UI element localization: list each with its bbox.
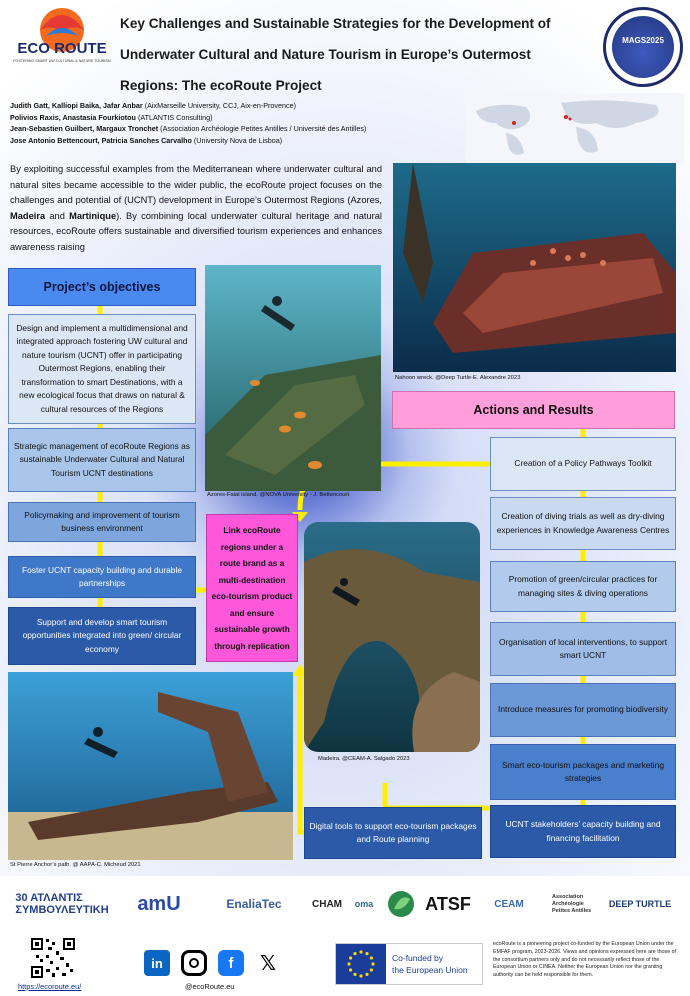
caption-nahoon: Nahoon wreck. @Deep Turtle-E. Alexandre 2023 [395, 375, 521, 381]
st-pierre-anchor-photo [8, 672, 293, 860]
action-item: Creation of a Policy Pathways Toolkit [490, 437, 676, 491]
partner-logo: CEAM [494, 898, 524, 910]
instagram-icon[interactable] [181, 950, 207, 976]
action-item: Introduce measures for promoting biodiversity [490, 683, 676, 737]
x-icon[interactable]: 𝕏 [259, 952, 277, 975]
mags-badge [603, 7, 683, 87]
caption-st-pierre: St Pierre Anchor’s path. @ AAPA-C. Micheud 2021 [10, 862, 141, 868]
mags-badge-text: MAGS2025 [622, 36, 664, 45]
partner-logo: amU [137, 892, 181, 915]
caption-azores: Azores-Faial island. @NOVA University - J. Bettencourt [207, 492, 350, 498]
eu-cofunded-badge [335, 943, 483, 985]
action-item: Creation of diving trials as well as dry-diving experiences in Knowledge Awareness Centres [490, 497, 676, 550]
objective-item: Support and develop smart tourism opportunities integrated into green/ circular economy [8, 607, 196, 665]
partner-logos [0, 876, 690, 930]
partner-logo: Association Archéologie Petites Antilles [552, 893, 592, 914]
world-map [466, 93, 684, 163]
authors-list: Judith Gatt, Kalliopi Baika, Jafar Anbar (AixMarseille University, CCJ, Aix-en-Provence) Polivios Raxis, Anastasia Fourkiotou (ATLANTIS Consulting) Jean-Sebastien Guilbert, Margaux Tronchet (Association Archéologie Petites Antilles / Université des Antilles) Jose Antonio Bettencourt, Patricia Sanches Carvalho (University Nova de Lisboa) [10, 101, 367, 145]
poster-title: Key Challenges and Sustainable Strategies for the Development of Underwater Cultural and Nature Tourism in Europe’s Outermost Regions: The ecoRoute Project [120, 16, 551, 93]
eu-text-line1: Co-funded by [392, 953, 444, 963]
partner-logo: CHAM [312, 898, 342, 910]
action-item: Organisation of local interventions, to support smart UCNT [490, 622, 676, 676]
madeira-photo [304, 522, 480, 752]
eu-text-line2: the European Union [392, 965, 468, 975]
logo-tagline: FOSTERING SMART UW CULTURAL & NATURE TOURISM [13, 59, 111, 63]
partner-logo: ATSF [425, 893, 471, 914]
website-link[interactable]: https://ecoroute.eu/ [18, 982, 82, 991]
azores-photo [205, 265, 381, 491]
route-brand-box: Link ecoRoute regions under a route brand as a multi-destination eco-tourism product and ensure sustainable growth through replication [206, 514, 298, 662]
digital-tools-box: Digital tools to support eco-tourism packages and Route planning [304, 807, 482, 859]
action-item: Smart eco-tourism packages and marketing strategies [490, 744, 676, 800]
linkedin-icon[interactable]: in [144, 950, 170, 976]
objective-item: Policymaking and improvement of tourism business environment [8, 502, 196, 542]
actions-title: Actions and Results [392, 391, 675, 429]
facebook-icon[interactable]: f [218, 950, 244, 976]
social-handle: @ecoRoute.eu [185, 982, 235, 991]
partner-logo: 30 ΑΤΛΑΝΤΙΣ ΣΥΜΒΟΥΛΕΥΤΙΚΗ [15, 892, 109, 916]
action-item: UCNT stakeholders’ capacity building and financing facilitation [490, 805, 676, 858]
logo-text: ECO ROUTE [17, 40, 107, 57]
nahoon-wreck-photo [393, 163, 676, 372]
funding-disclaimer: ecoRoute is a pioneering project co-funded by the European Union under the EMFAF program, 2023-2026. Views and opinions expressed here are those of the consortium partners only and do not necessarily reflect those of the European Union or CINEA. Neither the European Union nor the granting authority can be held responsible for them. [493, 941, 677, 979]
intro-paragraph: By exploiting successful examples from the Mediterranean where underwater cultural and natural sites became accessible to the wider public, the ecoRoute project focuses on the challenges and potential of (UCNT) development in Europe’s Outermost Regions (Azores, Madeira and Martinique). By combining local underwater cultural heritage and natural resources, ecoRoute offers sustainable and diversified tourism experiences and enhances awareness raising [10, 164, 382, 252]
objectives-title: Project’s objectives [8, 268, 196, 306]
action-item: Promotion of green/circular practices for managing sites & diving operations [490, 561, 676, 612]
ecoroute-logo [12, 6, 112, 68]
partner-logo: EnaliaTec [226, 897, 282, 911]
partner-logo: DEEP TURTLE [608, 899, 672, 909]
objective-item: Design and implement a multidimensional and integrated approach fostering UW cultural and nature tourism (UCNT) offer in participating Outermost Regions, enabling their transformation to smart Destinations, with a new ecological focus that draws on natural & cultural resources of the Regions [8, 314, 196, 424]
eu-flag-icon [336, 944, 386, 984]
qr-code [30, 937, 76, 979]
objective-item: Strategic management of ecoRoute Regions as sustainable Underwater Cultural and Natural Tourism UCNT destinations [8, 428, 196, 492]
objective-item: Foster UCNT capacity building and durable partnerships [8, 556, 196, 598]
partner-logo-leaf [386, 886, 416, 922]
partner-logo: oma [354, 899, 374, 909]
caption-madeira: Madeira. @CEAM-A. Salgado 2023 [318, 756, 410, 762]
